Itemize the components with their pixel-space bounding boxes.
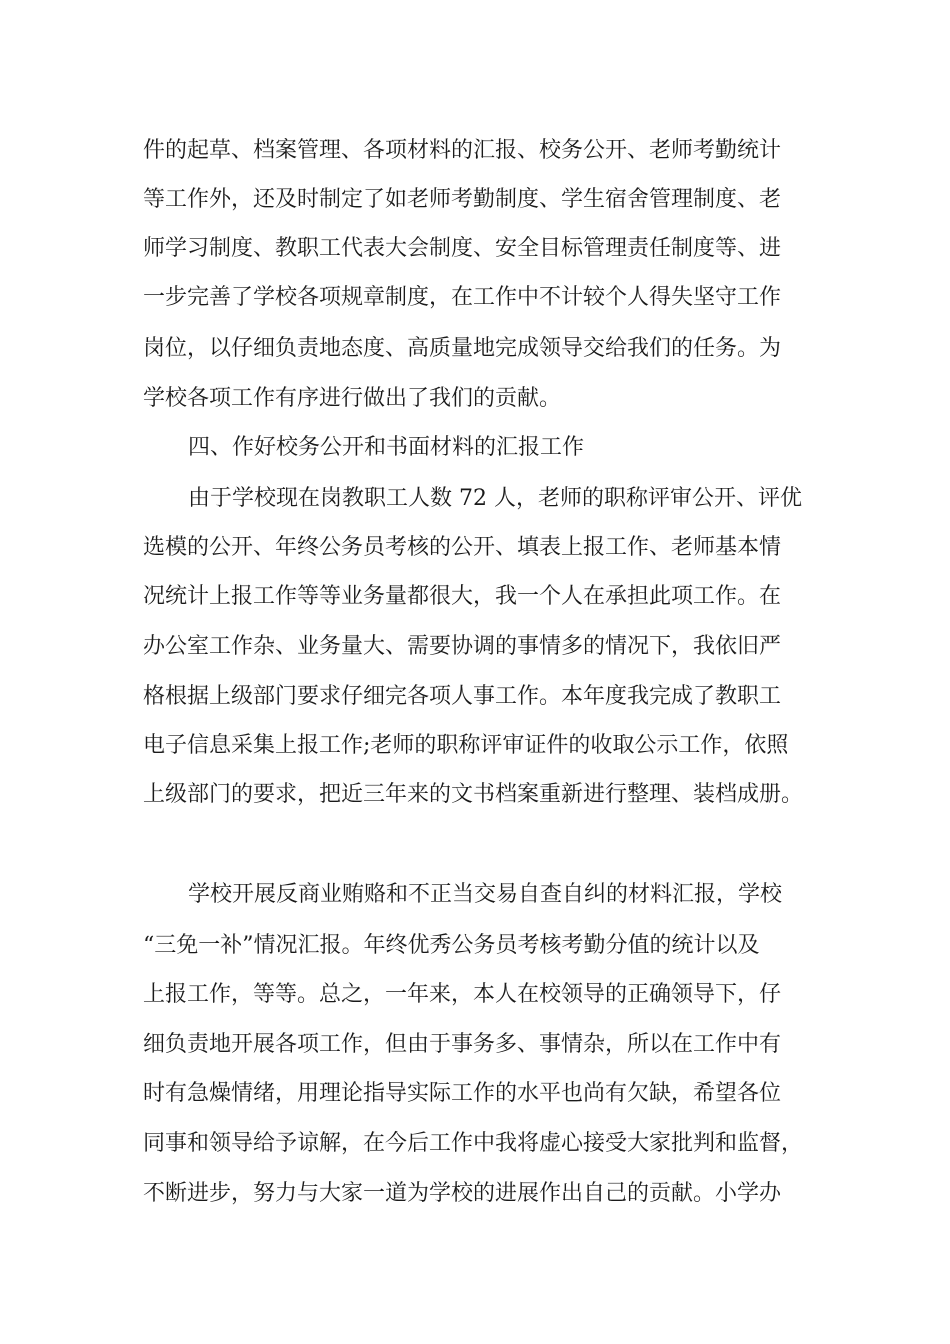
paragraph-2-line-2: 选模的公开、年终公务员考核的公开、填表上报工作、老师基本情: [143, 535, 782, 560]
paragraph-2-line-5: 格根据上级部门要求仔细完各项人事工作。本年度我完成了教职工: [143, 684, 782, 709]
paragraph-3-line-3: 上报工作，等等。总之，一年来，本人在校领导的正确领导下，仔: [143, 982, 782, 1007]
paragraph-2-line-3: 况统计上报工作等等业务量都很大，我一个人在承担此项工作。在: [143, 584, 782, 609]
paragraph-1-line-4: 一步完善了学校各项规章制度，在工作中不计较个人得失坚守工作: [143, 285, 782, 310]
paragraph-2-line-7: 上级部门的要求，把近三年来的文书档案重新进行整理、装档成册。: [143, 782, 804, 807]
paragraph-3-line-7: 不断进步，努力与大家一道为学校的进展作出自己的贡献。小学办: [143, 1181, 782, 1206]
paragraph-1-line-1: 件的起草、档案管理、各项材料的汇报、校务公开、老师考勤统计: [143, 138, 782, 163]
paragraph-3-line-2: “三免一补”情况汇报。年终优秀公务员考核考勤分值的统计以及: [143, 933, 760, 958]
paragraph-3-line-1: 学校开展反商业贿赂和不正当交易自查自纠的材料汇报，学校: [188, 882, 783, 907]
paragraph-2-line-4: 办公室工作杂、业务量大、需要协调的事情多的情况下，我依旧严: [143, 634, 782, 659]
paragraph-1-line-2: 等工作外，还及时制定了如老师考勤制度、学生宿舍管理制度、老: [143, 187, 782, 212]
paragraph-3-line-6: 同事和领导给予谅解，在今后工作中我将虚心接受大家批判和监督，: [143, 1131, 804, 1156]
section-heading-4: 四、作好校务公开和书面材料的汇报工作: [188, 435, 585, 460]
paragraph-1-line-5: 岗位，以仔细负责地态度、高质量地完成领导交给我们的任务。为: [143, 336, 782, 361]
paragraph-2-line-1: 由于学校现在岗教职工人数 72 人，老师的职称评审公开、评优: [188, 486, 802, 511]
paragraph-3-line-4: 细负责地开展各项工作，但由于事务多、事情杂，所以在工作中有: [143, 1032, 782, 1057]
paragraph-3-line-5: 时有急燥情绪，用理论指导实际工作的水平也尚有欠缺，希望各位: [143, 1081, 782, 1106]
paragraph-2-line-6: 电子信息采集上报工作;老师的职称评审证件的收取公示工作，依照: [143, 733, 789, 758]
paragraph-1-line-3: 师学习制度、教职工代表大会制度、安全目标管理责任制度等、进: [143, 236, 782, 261]
paragraph-1-line-6: 学校各项工作有序进行做出了我们的贡献。: [143, 386, 562, 411]
